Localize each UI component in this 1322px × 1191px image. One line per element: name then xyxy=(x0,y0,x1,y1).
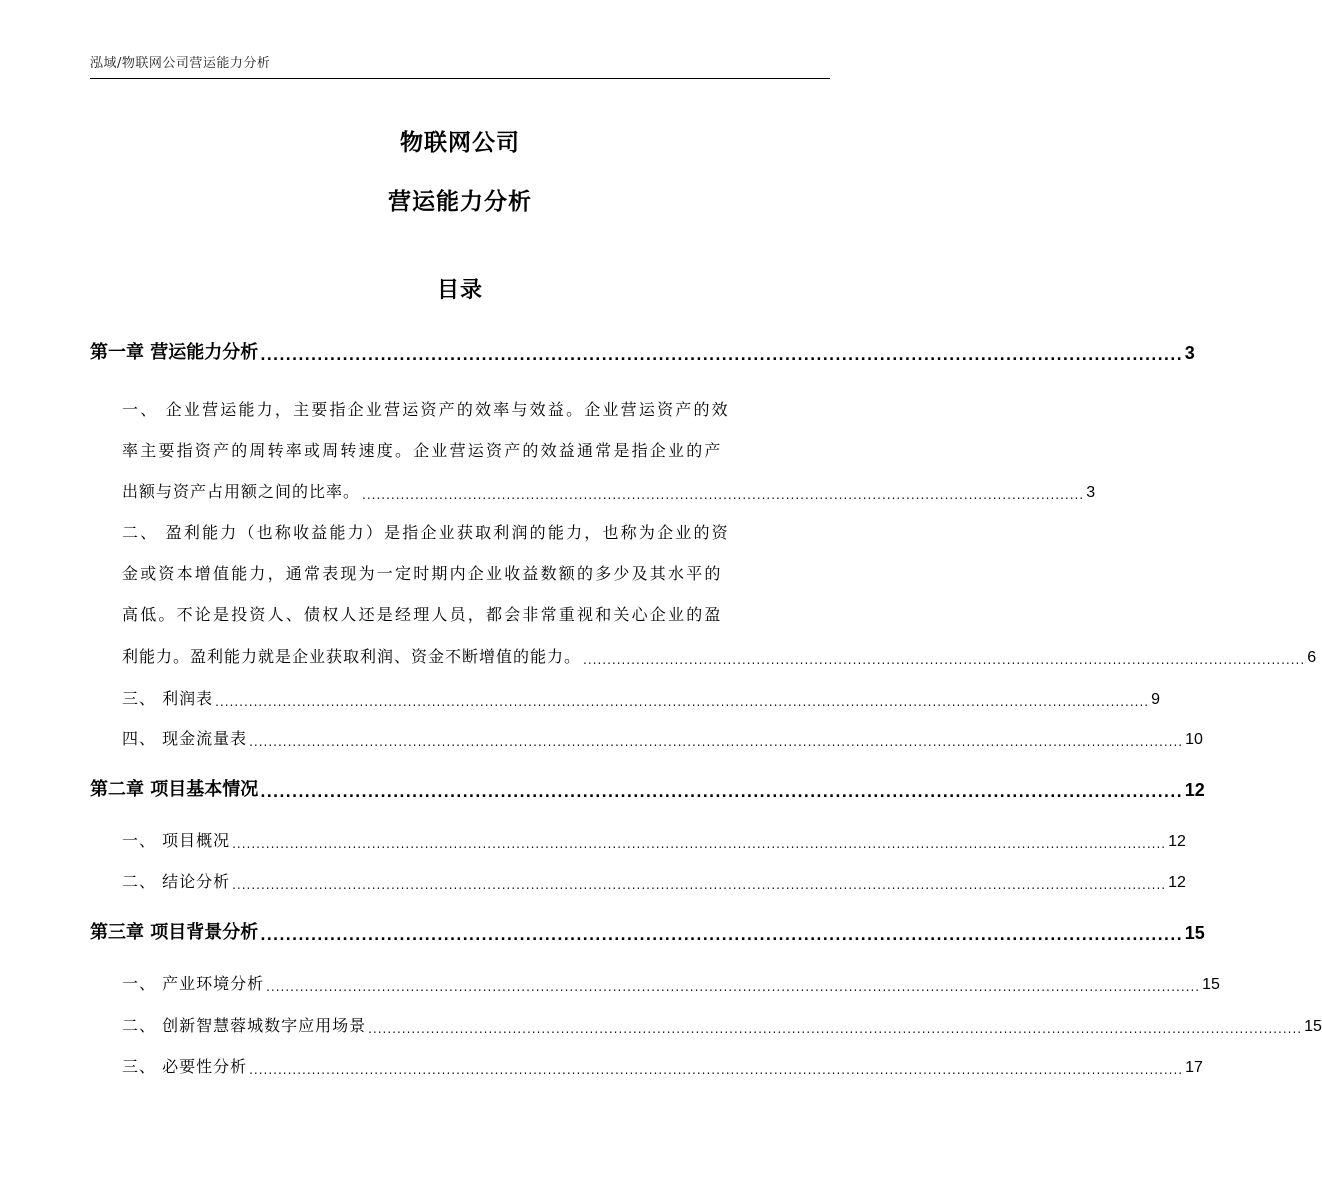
toc-entry-section-1-1[interactable] xyxy=(122,389,830,471)
toc-page-number: 3 xyxy=(1184,343,1195,363)
toc-entry-section-3-2[interactable] xyxy=(90,1010,1322,1036)
toc-entry-line: 率主要指资产的周转率或周转速度。企业营运资产的效益通常是指企业的产 xyxy=(122,441,723,460)
dot-leader: ...................................................................................................................................................... xyxy=(583,653,1306,667)
toc-entry-label: 第三章 项目背景分析 xyxy=(90,922,259,943)
toc-page-number: 17 xyxy=(1185,1059,1203,1076)
toc-page-number: 10 xyxy=(1185,731,1203,748)
toc-entry-section-2-1[interactable] xyxy=(90,825,1186,851)
toc-entry-section-2-2[interactable] xyxy=(90,866,1186,892)
toc-entry-section-3-1[interactable] xyxy=(90,968,1220,994)
toc-page-number: 12 xyxy=(1168,833,1186,850)
dot-leader: .................................................................................................................................................................................................. xyxy=(215,695,1150,709)
toc-page-number: 6 xyxy=(1307,649,1317,666)
toc-entry-section-1-2-last[interactable] xyxy=(90,641,1317,667)
toc-entry-chapter-2[interactable] xyxy=(90,773,1205,801)
toc-entry-section-1-1-last[interactable] xyxy=(90,476,1096,502)
dot-leader: .................................................................................................................................................................................................. xyxy=(368,1022,1303,1036)
dot-leader: .................................................................................................................................................................................................. xyxy=(232,878,1167,892)
toc-entry-label: 二、 结论分析 xyxy=(122,872,231,891)
toc-entry-chapter-1[interactable] xyxy=(90,336,1195,364)
toc-entry-section-1-3[interactable] xyxy=(90,683,1161,709)
toc-entry-line: 二、 盈利能力（也称收益能力）是指企业获取利润的能力，也称为企业的资 xyxy=(122,523,730,542)
toc-page-number: 15 xyxy=(1202,976,1220,993)
page-header-breadcrumb: 泓域/物联网公司营运能力分析 xyxy=(90,56,271,71)
toc-entry-line: 金或资本增值能力，通常表现为一定时期内企业收益数额的多少及其水平的 xyxy=(122,564,723,583)
toc-entry-line: 一、 企业营运能力，主要指企业营运资产的效率与效益。企业营运资产的效 xyxy=(122,400,730,419)
toc-entry-label: 第二章 项目基本情况 xyxy=(90,779,259,800)
toc-entry-label: 第一章 营运能力分析 xyxy=(90,342,259,363)
toc-entry-label: 利能力。盈利能力就是企业获取利润、资金不断增值的能力。 xyxy=(122,647,582,666)
toc-entry-label: 出额与资产占用额之间的比率。 xyxy=(122,482,361,501)
toc-entry-label: 三、 利润表 xyxy=(122,689,214,708)
toc-entry-label: 二、 创新智慧蓉城数字应用场景 xyxy=(122,1016,367,1035)
table-of-contents xyxy=(90,0,1322,1191)
toc-page-number: 15 xyxy=(1184,923,1205,943)
toc-entry-chapter-3[interactable] xyxy=(90,916,1205,944)
document-subtitle: 营运能力分析 xyxy=(388,189,532,215)
dot-leader: .................................................................................................................................................................................................. xyxy=(249,735,1184,749)
dot-leader: .................................................................................................................................................................................................. xyxy=(266,980,1201,994)
dot-leader: .................................................................................................................................................. xyxy=(260,785,1183,801)
toc-entry-label: 三、 必要性分析 xyxy=(122,1057,248,1076)
toc-entry-label: 一、 项目概况 xyxy=(122,831,231,850)
toc-heading: 目录 xyxy=(436,278,483,303)
toc-page-number: 12 xyxy=(1168,874,1186,891)
toc-entry-section-1-4[interactable] xyxy=(90,723,1203,749)
toc-page-number: 9 xyxy=(1151,691,1161,708)
toc-page-number: 12 xyxy=(1184,780,1205,800)
toc-page-number: 15 xyxy=(1304,1018,1322,1035)
dot-leader: .................................................................................................................................................. xyxy=(260,348,1183,364)
toc-entry-section-3-3[interactable] xyxy=(90,1051,1203,1077)
toc-entry-label: 一、 产业环境分析 xyxy=(122,974,265,993)
document-title: 物联网公司 xyxy=(400,130,520,156)
dot-leader: .................................................................................................................................................................................................. xyxy=(232,837,1167,851)
dot-leader: .................................................................................................................................................................................................. xyxy=(249,1063,1184,1077)
toc-entry-line: 高低。不论是投资人、债权人还是经理人员，都会非常重视和关心企业的盈 xyxy=(122,605,723,624)
dot-leader: ...................................................................................................................................................... xyxy=(362,488,1085,502)
toc-entry-section-1-2[interactable] xyxy=(122,512,830,635)
toc-entry-label: 四、 现金流量表 xyxy=(122,729,248,748)
toc-page-number: 3 xyxy=(1086,484,1096,501)
dot-leader: .................................................................................................................................................. xyxy=(260,928,1183,944)
